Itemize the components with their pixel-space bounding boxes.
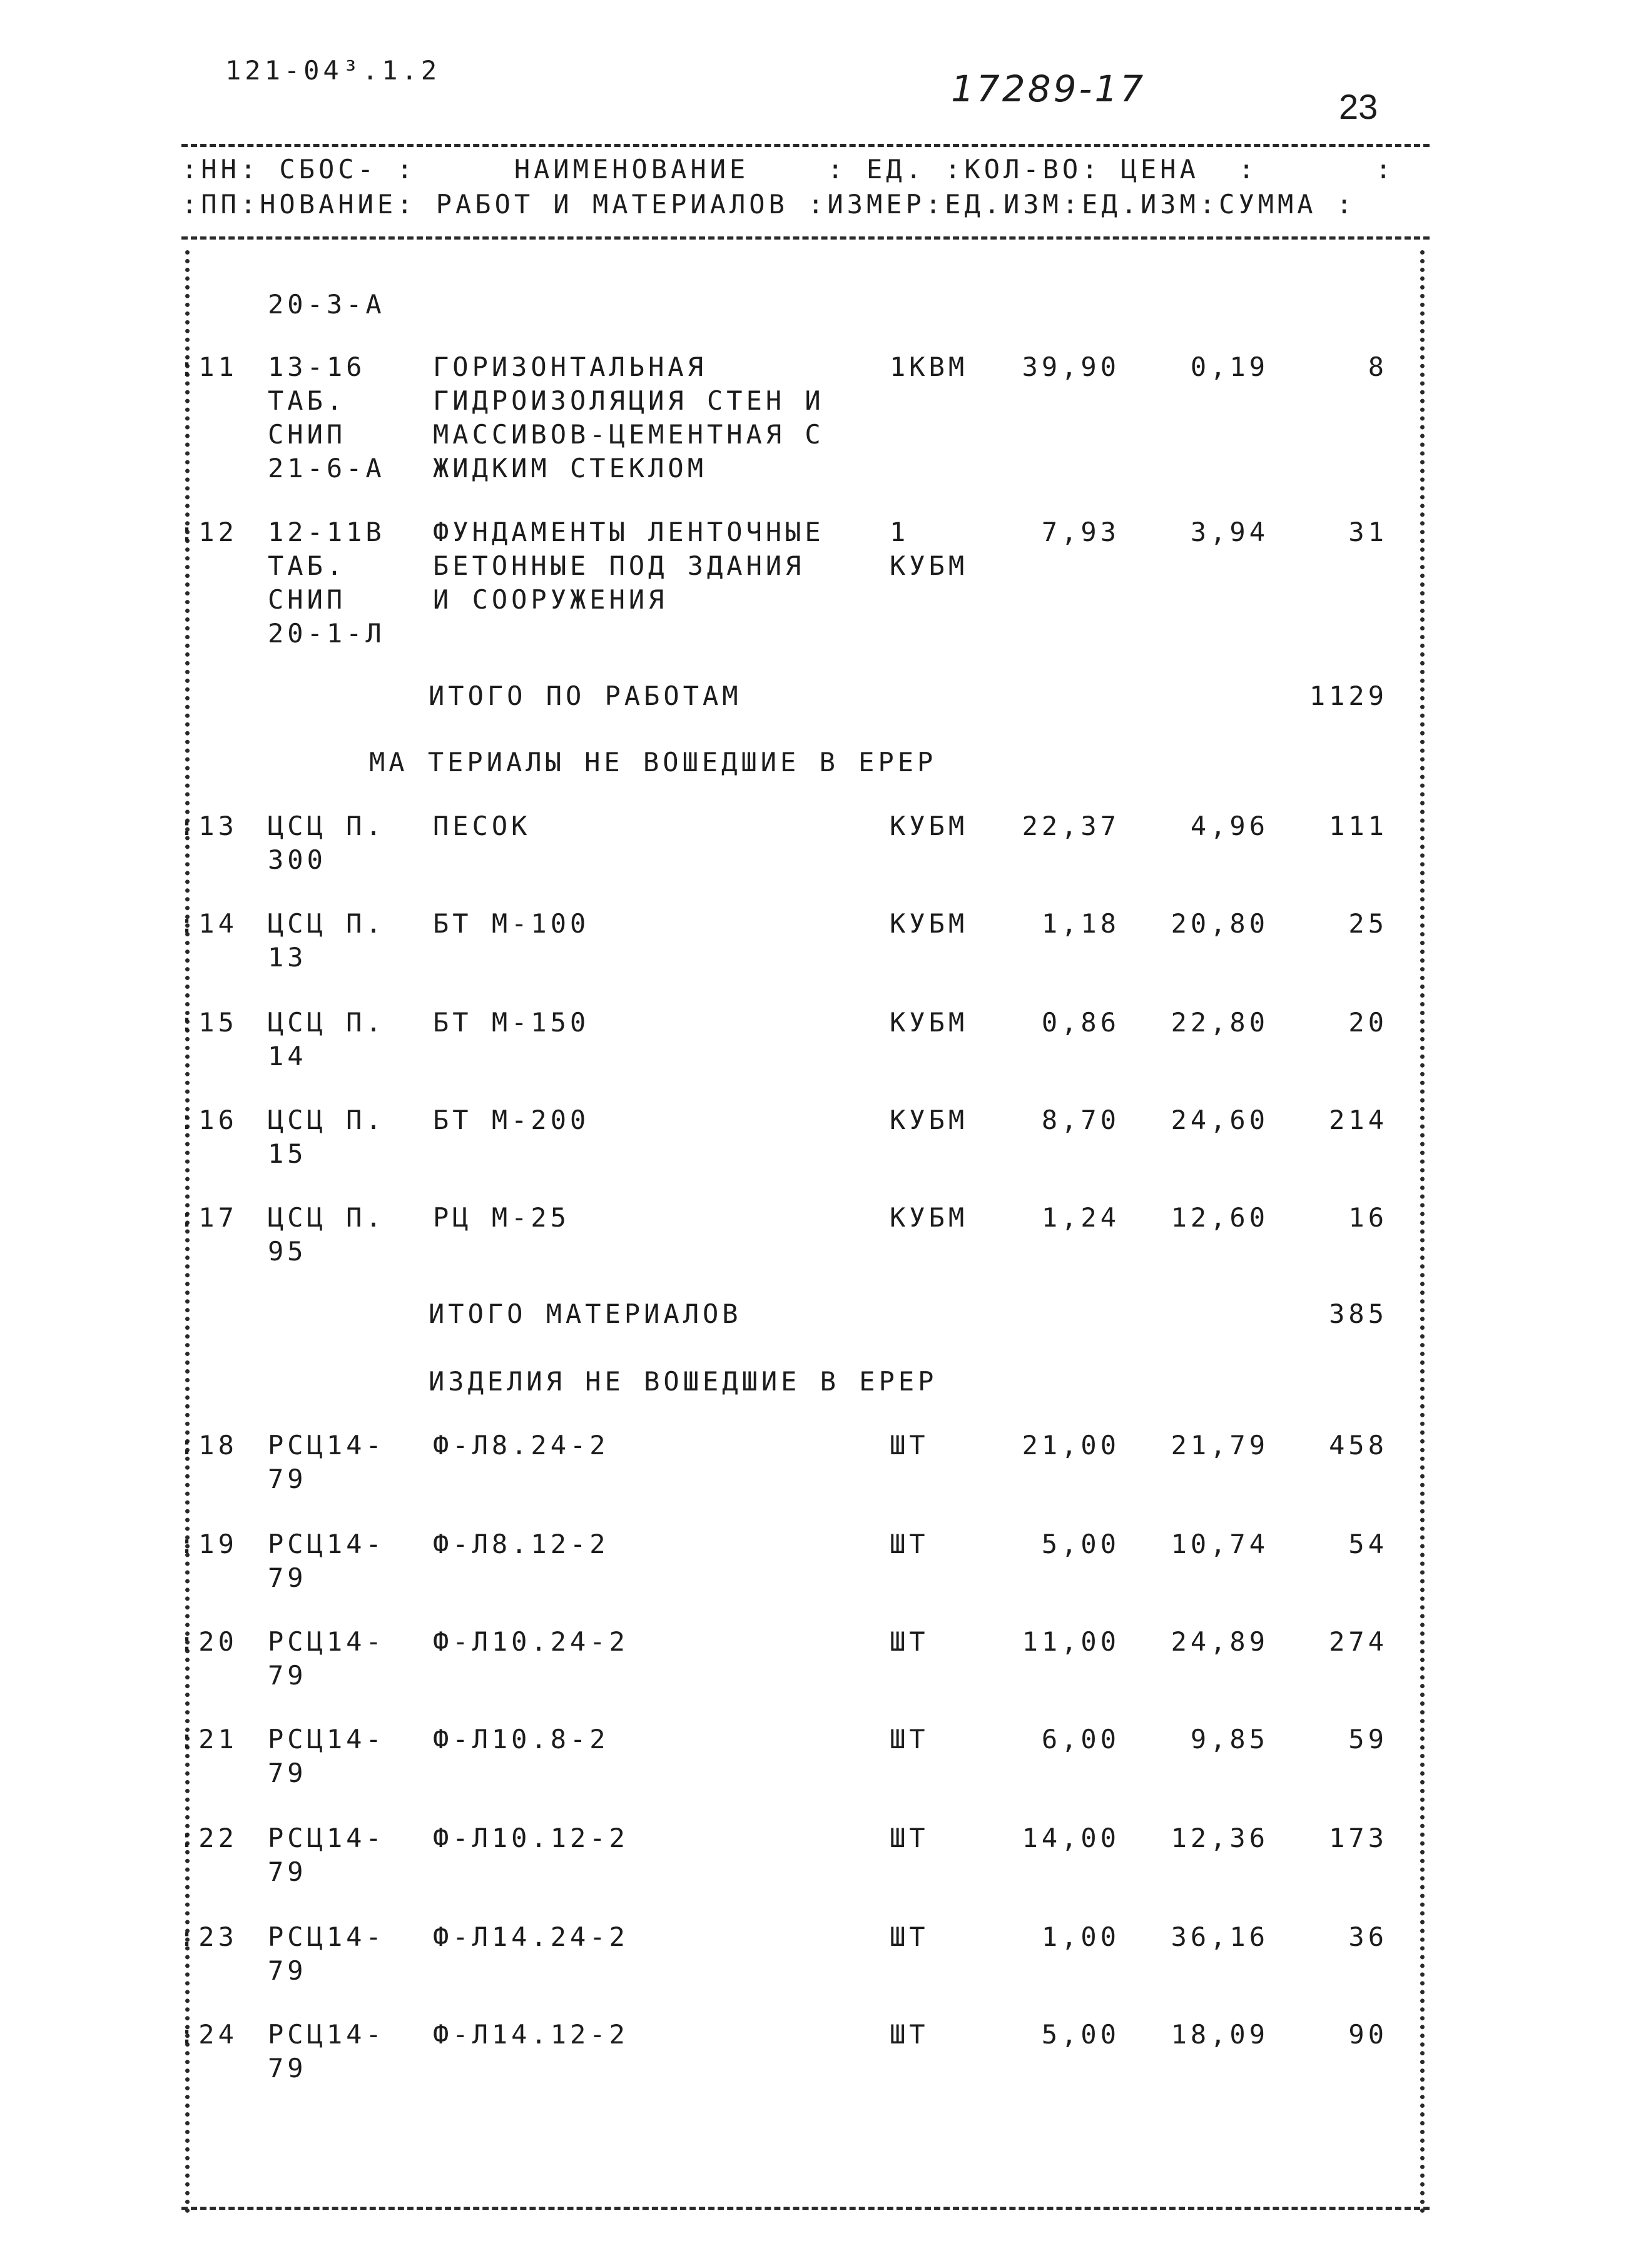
document-code: 121-04³.1.2 — [225, 55, 441, 86]
row-price: 0,19 — [1190, 352, 1269, 382]
row-name: Ф-Л8.24-2 — [433, 1430, 609, 1461]
row-price: 20,80 — [1171, 908, 1269, 939]
continuation-code: 20-3-А — [268, 289, 385, 320]
row-price: 22,80 — [1171, 1007, 1269, 1038]
total-works-sum: 1129 — [1309, 681, 1388, 711]
row-name: БТ М-200 — [433, 1105, 590, 1135]
row-code: ЦСЦ П. — [268, 1202, 385, 1233]
row-quantity: 1,00 — [1041, 1921, 1120, 1952]
row-code: СНИП — [268, 584, 347, 615]
row-name: БТ М-100 — [433, 908, 590, 939]
row-code: СНИП — [268, 419, 347, 450]
row-unit: ШТ — [890, 1626, 929, 1657]
row-code: 21-6-А — [268, 453, 385, 483]
row-price: 4,96 — [1190, 811, 1269, 841]
row-name: ПЕСОК — [433, 811, 531, 841]
row-code: РСЦ14- — [268, 1430, 385, 1461]
row-number: :13 — [179, 811, 238, 841]
row-name: ГОРИЗОНТАЛЬНАЯ — [433, 352, 708, 382]
total-materials-sum: 385 — [1329, 1299, 1388, 1329]
row-price: 36,16 — [1171, 1921, 1269, 1952]
row-number: :14 — [179, 908, 238, 939]
row-code: 79 — [268, 1660, 307, 1691]
row-unit: ШТ — [890, 1921, 929, 1952]
row-unit: ШТ — [890, 1430, 929, 1461]
row-sum: 36 — [1348, 1921, 1388, 1952]
row-price: 3,94 — [1190, 517, 1269, 547]
row-name: Ф-Л14.12-2 — [433, 2019, 629, 2050]
row-unit: ШТ — [890, 1823, 929, 1853]
row-code: РСЦ14- — [268, 2019, 385, 2050]
row-unit: ШТ — [890, 1724, 929, 1754]
row-sum: 8 — [1368, 352, 1388, 382]
page-number: 23 — [1339, 87, 1378, 126]
row-quantity: 21,00 — [1022, 1430, 1120, 1461]
row-unit: КУБМ — [890, 811, 968, 841]
row-name: Ф-Л10.24-2 — [433, 1626, 629, 1657]
row-unit: ШТ — [890, 2019, 929, 2050]
row-number: :16 — [179, 1105, 238, 1135]
row-name: ЖИДКИМ СТЕКЛОМ — [433, 453, 708, 483]
table-bottom-rule — [181, 2207, 1430, 2210]
row-name: БТ М-150 — [433, 1007, 590, 1038]
table-header-line-1: :НН: СБОС- : НАИМЕНОВАНИЕ : ЕД. :КОЛ-ВО: ЦЕНА : : — [181, 154, 1395, 185]
row-unit: 1КВМ — [890, 352, 968, 382]
row-code: ЦСЦ П. — [268, 1007, 385, 1038]
row-number: :24 — [179, 2019, 238, 2050]
row-code: 79 — [268, 1562, 307, 1593]
total-materials-label: ИТОГО МАТЕРИАЛОВ — [429, 1299, 742, 1329]
row-name: Ф-Л10.12-2 — [433, 1823, 629, 1853]
section-materials-title: МА ТЕРИАЛЫ НЕ ВОШЕДШИЕ В ЕРЕР — [369, 747, 937, 777]
row-price: 21,79 — [1171, 1430, 1269, 1461]
row-code: 13-16 — [268, 352, 366, 382]
section-items-title: ИЗДЕЛИЯ НЕ ВОШЕДШИЕ В ЕРЕР — [429, 1366, 938, 1397]
row-quantity: 11,00 — [1022, 1626, 1120, 1657]
table-header-rule — [181, 236, 1430, 240]
row-code: 95 — [268, 1236, 307, 1267]
row-number: :18 — [179, 1430, 238, 1461]
row-code: 79 — [268, 1856, 307, 1887]
table-top-rule — [181, 144, 1430, 147]
row-sum: 16 — [1348, 1202, 1388, 1233]
row-quantity: 22,37 — [1022, 811, 1120, 841]
row-unit: КУБМ — [890, 550, 968, 581]
row-code: 13 — [268, 942, 307, 973]
row-code: ЦСЦ П. — [268, 811, 385, 841]
row-name: БЕТОННЫЕ ПОД ЗДАНИЯ — [433, 550, 805, 581]
handwritten-number: 17289-17 — [951, 68, 1146, 110]
row-quantity: 14,00 — [1022, 1823, 1120, 1853]
row-sum: 173 — [1329, 1823, 1388, 1853]
row-quantity: 1,24 — [1041, 1202, 1120, 1233]
row-price: 10,74 — [1171, 1529, 1269, 1559]
row-quantity: 1,18 — [1041, 908, 1120, 939]
total-works-label: ИТОГО ПО РАБОТАМ — [429, 681, 742, 711]
row-price: 12,60 — [1171, 1202, 1269, 1233]
row-number: :23 — [179, 1921, 238, 1952]
row-price: 9,85 — [1190, 1724, 1269, 1754]
row-price: 24,89 — [1171, 1626, 1269, 1657]
row-code: 79 — [268, 1955, 307, 1986]
row-number: :19 — [179, 1529, 238, 1559]
row-code: 14 — [268, 1041, 307, 1071]
row-number: :12 — [179, 517, 238, 547]
row-code: 300 — [268, 844, 327, 875]
row-price: 24,60 — [1171, 1105, 1269, 1135]
row-code: РСЦ14- — [268, 1823, 385, 1853]
row-number: :17 — [179, 1202, 238, 1233]
row-unit: 1 — [890, 517, 910, 547]
row-code: ЦСЦ П. — [268, 908, 385, 939]
row-sum: 31 — [1348, 517, 1388, 547]
row-name: И СООРУЖЕНИЯ — [433, 584, 668, 615]
row-quantity: 0,86 — [1041, 1007, 1120, 1038]
row-unit: ШТ — [890, 1529, 929, 1559]
row-name: Ф-Л14.24-2 — [433, 1921, 629, 1952]
table-right-border — [1420, 250, 1425, 2214]
row-number: :20 — [179, 1626, 238, 1657]
row-code: ТАБ. — [268, 385, 347, 416]
row-quantity: 6,00 — [1041, 1724, 1120, 1754]
row-code: РСЦ14- — [268, 1921, 385, 1952]
row-sum: 274 — [1329, 1626, 1388, 1657]
row-number: :21 — [179, 1724, 238, 1754]
row-sum: 111 — [1329, 811, 1388, 841]
row-sum: 90 — [1348, 2019, 1388, 2050]
row-code: 79 — [268, 2053, 307, 2083]
row-sum: 20 — [1348, 1007, 1388, 1038]
row-sum: 458 — [1329, 1430, 1388, 1461]
row-name: ГИДРОИЗОЛЯЦИЯ СТЕН И — [433, 385, 825, 416]
row-number: :11 — [179, 352, 238, 382]
row-sum: 54 — [1348, 1529, 1388, 1559]
row-name: РЦ М-25 — [433, 1202, 571, 1233]
row-code: 20-1-Л — [268, 618, 385, 649]
row-quantity: 7,93 — [1041, 517, 1120, 547]
row-name: Ф-Л8.12-2 — [433, 1529, 609, 1559]
row-code: 79 — [268, 1464, 307, 1494]
row-quantity: 39,90 — [1022, 352, 1120, 382]
table-header-line-2: :ПП:НОВАНИЕ: РАБОТ И МАТЕРИАЛОВ :ИЗМЕР:ЕД.ИЗМ:ЕД.ИЗМ:СУММА : — [181, 189, 1356, 220]
row-sum: 59 — [1348, 1724, 1388, 1754]
row-quantity: 5,00 — [1041, 2019, 1120, 2050]
row-code: 15 — [268, 1138, 307, 1169]
row-number: :15 — [179, 1007, 238, 1038]
row-code: ТАБ. — [268, 550, 347, 581]
row-unit: КУБМ — [890, 1105, 968, 1135]
row-sum: 214 — [1329, 1105, 1388, 1135]
row-name: Ф-Л10.8-2 — [433, 1724, 609, 1754]
row-quantity: 8,70 — [1041, 1105, 1120, 1135]
row-sum: 25 — [1348, 908, 1388, 939]
row-name: МАССИВОВ-ЦЕМЕНТНАЯ С — [433, 419, 825, 450]
row-code: ЦСЦ П. — [268, 1105, 385, 1135]
row-code: РСЦ14- — [268, 1724, 385, 1754]
row-price: 12,36 — [1171, 1823, 1269, 1853]
row-code: 12-11В — [268, 517, 385, 547]
row-unit: КУБМ — [890, 1202, 968, 1233]
row-code: 79 — [268, 1758, 307, 1788]
row-code: РСЦ14- — [268, 1626, 385, 1657]
row-name: ФУНДАМЕНТЫ ЛЕНТОЧНЫЕ — [433, 517, 825, 547]
row-price: 18,09 — [1171, 2019, 1269, 2050]
row-number: :22 — [179, 1823, 238, 1853]
row-code: РСЦ14- — [268, 1529, 385, 1559]
row-quantity: 5,00 — [1041, 1529, 1120, 1559]
row-unit: КУБМ — [890, 1007, 968, 1038]
row-unit: КУБМ — [890, 908, 968, 939]
